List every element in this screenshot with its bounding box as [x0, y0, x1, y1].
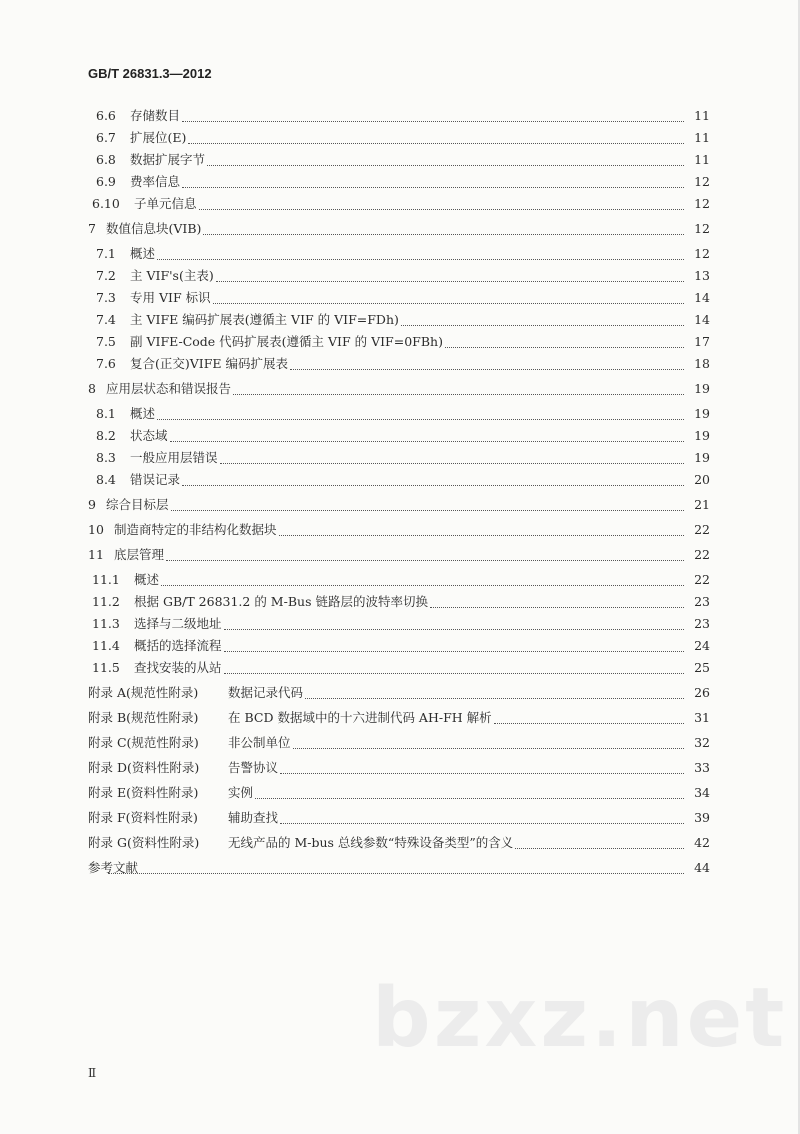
toc-entry-page: 12 — [694, 174, 710, 189]
toc-entry-page: 17 — [694, 334, 710, 349]
toc-entry-number: 11.1 — [92, 572, 120, 587]
toc-entry[interactable] — [92, 592, 710, 612]
toc-dot-leader — [207, 154, 684, 166]
toc-entry-number: 7.1 — [96, 246, 116, 261]
toc-entry-title: 错误记录 — [130, 472, 181, 487]
toc-entry-page: 22 — [694, 572, 710, 587]
toc-dot-leader — [255, 787, 684, 799]
toc-entry-page: 25 — [694, 660, 710, 675]
toc-entry[interactable] — [96, 354, 710, 374]
toc-entry-title: 制造商特定的非结构化数据块 — [114, 522, 277, 537]
toc-entry-number: 7.3 — [96, 290, 116, 305]
toc-entry-page: 11 — [694, 130, 710, 145]
toc-entry-page: 11 — [694, 108, 710, 123]
toc-entry-page: 12 — [694, 246, 710, 261]
page-number-roman: Ⅱ — [88, 1066, 97, 1080]
toc-dot-leader — [171, 499, 684, 511]
toc-dot-leader — [430, 596, 684, 608]
toc-entry-title: 主 VIF's(主表) — [130, 268, 214, 283]
toc-entry-page: 19 — [694, 381, 710, 396]
toc-entry-page: 14 — [694, 312, 710, 327]
toc-dot-leader — [216, 270, 684, 282]
toc-entry-number: 附录 B(规范性附录) — [88, 710, 199, 725]
toc-entry-number: 附录 A(规范性附录) — [88, 685, 199, 700]
toc-entry-title: 选择与二级地址 — [134, 616, 222, 631]
toc-entry-number: 附录 F(资料性附录) — [88, 810, 198, 825]
toc-entry-title: 副 VIFE-Code 代码扩展表(遵循主 VIF 的 VIF=0FBh) — [130, 334, 443, 349]
toc-entry-page: 32 — [694, 735, 710, 750]
toc-entry-page: 14 — [694, 290, 710, 305]
toc-dot-leader — [224, 662, 684, 674]
toc-entry-page: 34 — [694, 785, 710, 800]
toc-entry-number: 11 — [88, 547, 104, 562]
toc-entry-page: 20 — [694, 472, 710, 487]
toc-entry-page: 13 — [694, 268, 710, 283]
toc-entry[interactable] — [88, 379, 710, 399]
toc-entry-number: 6.6 — [96, 108, 116, 123]
toc-entry[interactable] — [88, 783, 710, 803]
toc-entry-number: 10 — [88, 522, 104, 537]
toc-entry-page: 12 — [694, 221, 710, 236]
toc-entry[interactable] — [96, 266, 710, 286]
toc-entry[interactable] — [96, 172, 710, 192]
toc-entry-page: 21 — [694, 497, 710, 512]
toc-entry[interactable] — [96, 244, 710, 264]
toc-dot-leader — [188, 132, 684, 144]
toc-entry[interactable] — [88, 733, 710, 753]
toc-entry[interactable] — [92, 194, 710, 214]
toc-dot-leader — [170, 430, 684, 442]
toc-dot-leader — [305, 687, 684, 699]
toc-dot-leader — [166, 549, 684, 561]
toc-dot-leader — [161, 574, 684, 586]
toc-entry-title: 存储数目 — [130, 108, 181, 123]
toc-entry-title: 综合目标层 — [106, 497, 169, 512]
toc-dot-leader — [203, 223, 684, 235]
toc-entry-title: 查找安装的从站 — [134, 660, 222, 675]
toc-entry[interactable] — [96, 332, 710, 352]
toc-entry-number: 7.6 — [96, 356, 116, 371]
toc-entry-title: 概述 — [134, 572, 160, 587]
toc-entry[interactable] — [96, 128, 710, 148]
toc-dot-leader — [199, 198, 684, 210]
toc-dot-leader — [220, 452, 684, 464]
toc-entry-title: 应用层状态和错误报告 — [106, 381, 232, 396]
toc-entry-number: 11.3 — [92, 616, 120, 631]
toc-entry-number: 6.9 — [96, 174, 116, 189]
toc-entry-title: 复合(正交)VIFE 编码扩展表 — [130, 356, 288, 371]
toc-entry[interactable] — [92, 636, 710, 656]
toc-entry-title: 数据扩展字节 — [130, 152, 206, 167]
toc-entry-page: 23 — [694, 594, 710, 609]
toc-entry-number: 7.2 — [96, 268, 116, 283]
toc-entry-number: 7.4 — [96, 312, 116, 327]
toc-entry-number: 11.2 — [92, 594, 120, 609]
toc-entry[interactable] — [92, 658, 710, 678]
toc-entry-number: 8.2 — [96, 428, 116, 443]
toc-entry-page: 19 — [694, 450, 710, 465]
toc-entry-title: 实例 — [228, 785, 254, 800]
toc-entry-number: 11.5 — [92, 660, 120, 675]
toc-entry-number: 7.5 — [96, 334, 116, 349]
toc-entry-title: 概述 — [130, 246, 156, 261]
toc-entry-title: 告警协议 — [228, 760, 279, 775]
toc-dot-leader — [279, 524, 684, 536]
toc-entry-title: 无线产品的 M-bus 总线参数“特殊设备类型”的含义 — [228, 835, 514, 850]
toc-dot-leader — [108, 862, 684, 874]
toc-entry[interactable] — [88, 520, 710, 540]
toc-entry[interactable] — [88, 758, 710, 778]
toc-entry[interactable] — [96, 150, 710, 170]
toc-entry-title: 子单元信息 — [134, 196, 197, 211]
toc-dot-leader — [445, 336, 684, 348]
toc-dot-leader — [157, 248, 684, 260]
toc-dot-leader — [182, 110, 684, 122]
toc-entry-title: 数值信息块(VIB) — [106, 221, 202, 236]
toc-entry-title: 费率信息 — [130, 174, 181, 189]
toc-entry-title: 根据 GB/T 26831.2 的 M-Bus 链路层的波特率切换 — [134, 594, 428, 609]
toc-entry-page: 11 — [694, 152, 710, 167]
toc-entry-title: 主 VIFE 编码扩展表(遵循主 VIF 的 VIF=FDh) — [130, 312, 399, 327]
toc-dot-leader — [233, 383, 684, 395]
toc-entry-number: 附录 D(资料性附录) — [88, 760, 200, 775]
toc-entry[interactable] — [96, 310, 710, 330]
watermark: bzxz.net — [372, 971, 788, 1066]
toc-entry[interactable] — [88, 683, 710, 703]
toc-entry[interactable] — [88, 545, 710, 565]
toc-entry-title: 一般应用层错误 — [130, 450, 218, 465]
toc-dot-leader — [290, 358, 684, 370]
toc-entry[interactable] — [88, 833, 710, 853]
toc-entry-number: 8.1 — [96, 406, 116, 421]
toc-entry-title: 概述 — [130, 406, 156, 421]
toc-entry-number: 6.8 — [96, 152, 116, 167]
toc-entry-page: 18 — [694, 356, 710, 371]
toc-entry[interactable] — [96, 448, 710, 468]
toc-entry[interactable] — [88, 858, 710, 878]
toc-entry[interactable] — [88, 495, 710, 515]
toc-dot-leader — [182, 474, 684, 486]
toc-entry[interactable] — [96, 106, 710, 126]
toc-dot-leader — [401, 314, 684, 326]
toc-entry-page: 22 — [694, 522, 710, 537]
toc-entry-title: 状态域 — [130, 428, 168, 443]
toc-entry[interactable] — [92, 570, 710, 590]
toc-entry-number: 9 — [88, 497, 96, 512]
toc-entry-title: 底层管理 — [114, 547, 165, 562]
toc-entry-number: 6.10 — [92, 196, 120, 211]
toc-dot-leader — [157, 408, 684, 420]
toc-dot-leader — [224, 640, 684, 652]
toc-entry-number: 附录 G(资料性附录) — [88, 835, 200, 850]
toc-entry-page: 23 — [694, 616, 710, 631]
toc-dot-leader — [224, 618, 684, 630]
toc-entry-page: 31 — [694, 710, 710, 725]
toc-entry-page: 19 — [694, 406, 710, 421]
toc-entry-page: 44 — [694, 860, 710, 875]
toc-entry-page: 33 — [694, 760, 710, 775]
document-header: GB/T 26831.3—2012 — [88, 66, 212, 81]
toc-entry-page: 39 — [694, 810, 710, 825]
toc-entry[interactable] — [96, 426, 710, 446]
toc-entry[interactable] — [92, 614, 710, 634]
toc-entry-page: 26 — [694, 685, 710, 700]
toc-entry-number: 6.7 — [96, 130, 116, 145]
toc-entry-title: 在 BCD 数据域中的十六进制代码 AH-FH 解析 — [228, 710, 492, 725]
toc-entry-title: 概括的选择流程 — [134, 638, 222, 653]
toc-entry-title: 数据记录代码 — [228, 685, 304, 700]
toc-entry[interactable] — [96, 404, 710, 424]
toc-entry-number: 11.4 — [92, 638, 120, 653]
toc-entry-title: 专用 VIF 标识 — [130, 290, 211, 305]
toc-entry-number: 参考文献 — [88, 860, 139, 875]
toc-dot-leader — [293, 737, 684, 749]
toc-entry[interactable] — [96, 288, 710, 308]
toc-entry-page: 12 — [694, 196, 710, 211]
toc-entry-title: 扩展位(E) — [130, 130, 187, 145]
toc-entry[interactable] — [88, 219, 710, 239]
toc-entry-number: 8.4 — [96, 472, 116, 487]
toc-entry-page: 42 — [694, 835, 710, 850]
toc-dot-leader — [280, 812, 684, 824]
toc-entry-number: 7 — [88, 221, 96, 236]
toc-dot-leader — [280, 762, 684, 774]
toc-entry-number: 附录 C(规范性附录) — [88, 735, 199, 750]
toc-entry-title: 非公制单位 — [228, 735, 291, 750]
toc-entry-page: 24 — [694, 638, 710, 653]
toc-dot-leader — [515, 837, 684, 849]
toc-entry[interactable] — [88, 808, 710, 828]
toc-entry-number: 附录 E(资料性附录) — [88, 785, 199, 800]
toc-entry[interactable] — [96, 470, 710, 490]
toc-dot-leader — [494, 712, 684, 724]
toc-entry-page: 19 — [694, 428, 710, 443]
toc-entry-title: 辅助查找 — [228, 810, 279, 825]
toc-entry[interactable] — [88, 708, 710, 728]
toc-entry-number: 8 — [88, 381, 96, 396]
toc-dot-leader — [182, 176, 684, 188]
toc-entry-page: 22 — [694, 547, 710, 562]
toc-dot-leader — [213, 292, 684, 304]
toc-entry-number: 8.3 — [96, 450, 116, 465]
